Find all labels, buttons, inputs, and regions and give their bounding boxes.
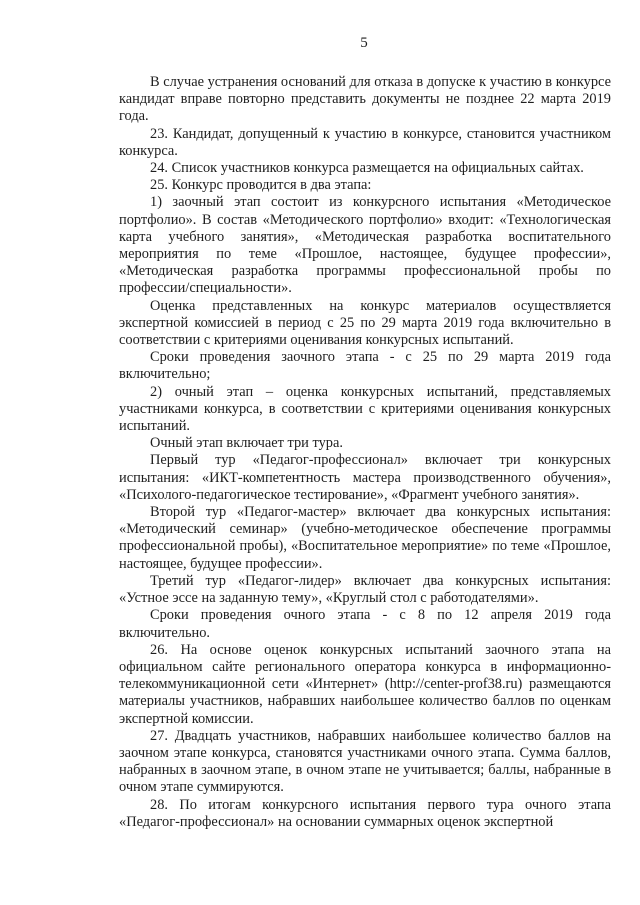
- paragraph-round-1: Первый тур «Педагог-профессионал» включает три конкурсных испытания: «ИКТ-компетентность мастера производственного обучения», «Психолого-педагогическое тестирование», «Фрагмент учебного занятия».: [119, 452, 611, 503]
- paragraph-stage-1: 1) заочный этап состоит из конкурсного испытания «Методическое портфолио». В состав «Методического портфолио» входит: «Технологическая карта учебного занятия», «Методическая разработка воспитательного мероприятия по теме «Прошлое, настоящее, будущее профессии», «Методическая разработка программы профессиональной пробы по профессии/специальности».: [119, 194, 611, 297]
- paragraph-item-28: 28. По итогам конкурсного испытания первого тура очного этапа «Педагог-профессионал» на основании суммарных оценок экспертной: [119, 796, 611, 830]
- paragraph-three-rounds: Очный этап включает три тура.: [150, 435, 343, 452]
- paragraph-item-26: 26. На основе оценок конкурсных испытаний заочного этапа на официальном сайте регионального оператора конкурса в информационно-телекоммуникационной сети «Интернет» (http://center-prof38.ru) размещаются материалы участников, набравших наибольшее количество баллов по оценкам экспертной комиссии.: [119, 641, 611, 727]
- paragraph-item-25: 25. Конкурс проводится в два этапа:: [150, 177, 372, 194]
- paragraph-item-24: 24. Список участников конкурса размещается на официальных сайтах.: [150, 160, 584, 177]
- paragraph-correspondence-dates: Сроки проведения заочного этапа - с 25 по 29 марта 2019 года включительно;: [119, 349, 611, 383]
- paragraph-stage-2: 2) очный этап – оценка конкурсных испытаний, представляемых участниками конкурса, в соответствии с критериями оценивания конкурсных испытаний.: [119, 383, 611, 435]
- paragraph-item-27: 27. Двадцать участников, набравших наибольшее количество баллов на заочном этапе конкурса, становятся участниками очного этапа. Сумма баллов, набранных в заочном этапе, в очном этапе не учитывается; баллы, набранные в очном этапе суммируются.: [119, 727, 611, 796]
- paragraph-assessment: Оценка представленных на конкурс материалов осуществляется экспертной комиссией в период с 25 по 29 марта 2019 года включительно в соответствии с критериями оценивания конкурсных испытаний.: [119, 297, 611, 349]
- page-number: 5: [360, 35, 368, 51]
- paragraph-fulltime-dates: Сроки проведения очного этапа - с 8 по 12 апреля 2019 года включительно.: [119, 607, 611, 641]
- paragraph-item-23: 23. Кандидат, допущенный к участию в конкурсе, становится участником конкурса.: [119, 125, 611, 159]
- document-body: [119, 74, 611, 831]
- paragraph-round-2: Второй тур «Педагог-мастер» включает два конкурсных испытания: «Методический семинар» (учебно-методическое обеспечение программы профессиональной пробы), «Воспитательное мероприятие» по теме «Прошлое, настоящее, будущее профессии».: [119, 504, 611, 572]
- paragraph-round-3: Третий тур «Педагог-лидер» включает два конкурсных испытания: «Устное эссе на заданную тему», «Круглый стол с работодателями».: [119, 572, 611, 607]
- paragraph-refusal-correction: В случае устранения оснований для отказа в допуске к участию в конкурсе кандидат вправе повторно представить документы не позднее 22 марта 2019 года.: [119, 74, 611, 125]
